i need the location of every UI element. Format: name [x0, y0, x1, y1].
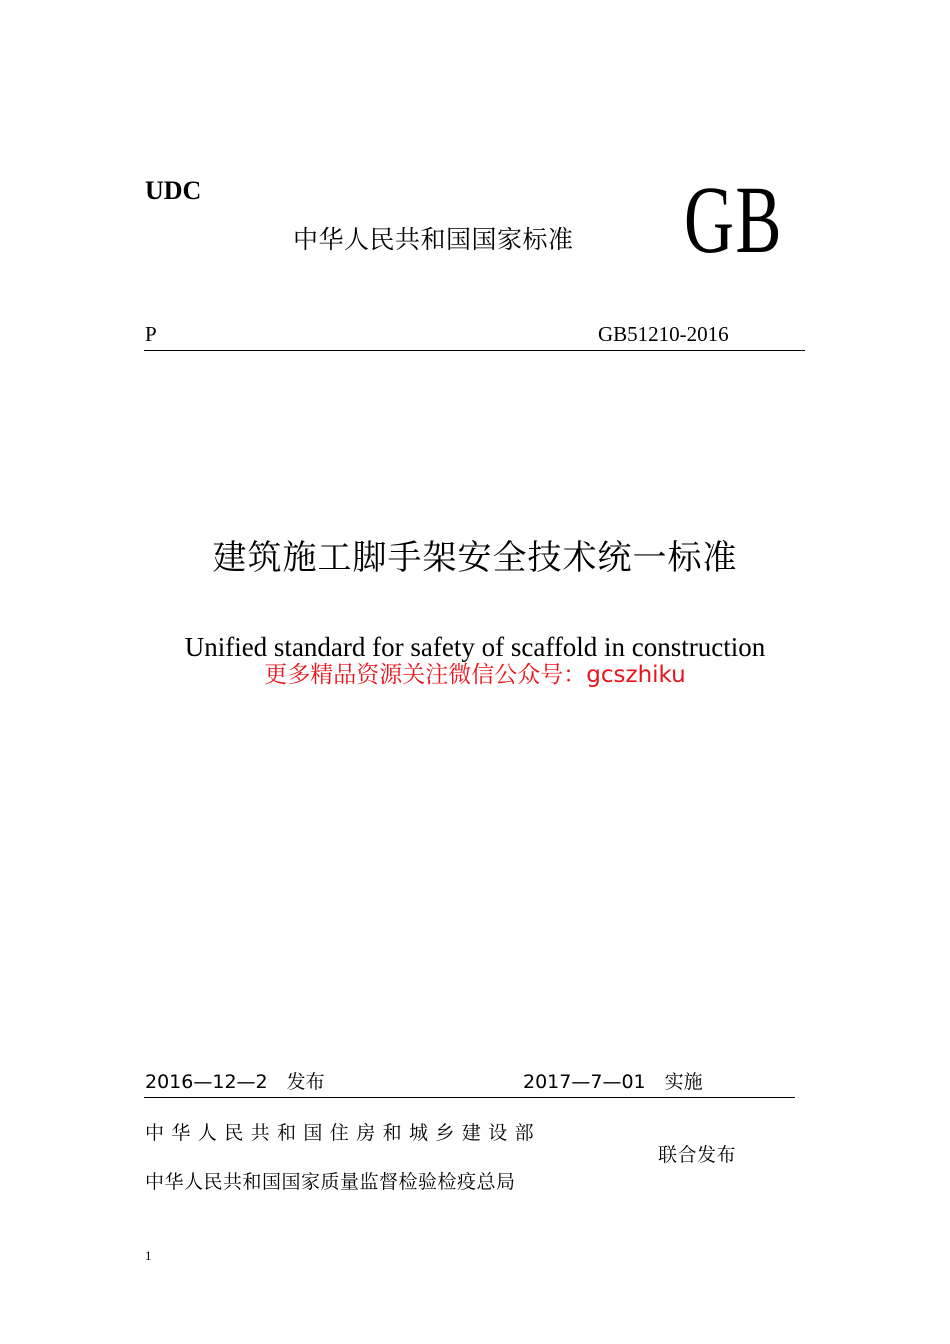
chinese-title: 建筑施工脚手架安全技术统一标准 [212, 538, 738, 578]
publisher-ministry: 中华人民共和国住房和城乡建设部 [145, 1122, 542, 1144]
national-standard-label: 中华人民共和国国家标准 [293, 225, 574, 254]
gb-logo: GB [684, 166, 783, 273]
standard-number: GB51210-2016 [598, 322, 729, 346]
udc-label: UDC [145, 176, 202, 205]
header-divider [144, 350, 805, 351]
watermark-text: 更多精品资源关注微信公众号：gcszhiku [264, 662, 686, 688]
page-number: 1 [145, 1248, 152, 1263]
effective-date: 2017—7—01 实施 [523, 1071, 703, 1093]
publisher-aqsiq: 中华人民共和国国家质量监督检验检疫总局 [145, 1171, 516, 1193]
footer-divider [144, 1097, 795, 1098]
joint-issue-label: 联合发布 [658, 1144, 737, 1166]
english-title: Unified standard for safety of scaffold in construction [184, 632, 766, 662]
issue-date: 2016—12—2 发布 [145, 1071, 325, 1093]
classification-code: P [145, 322, 157, 346]
